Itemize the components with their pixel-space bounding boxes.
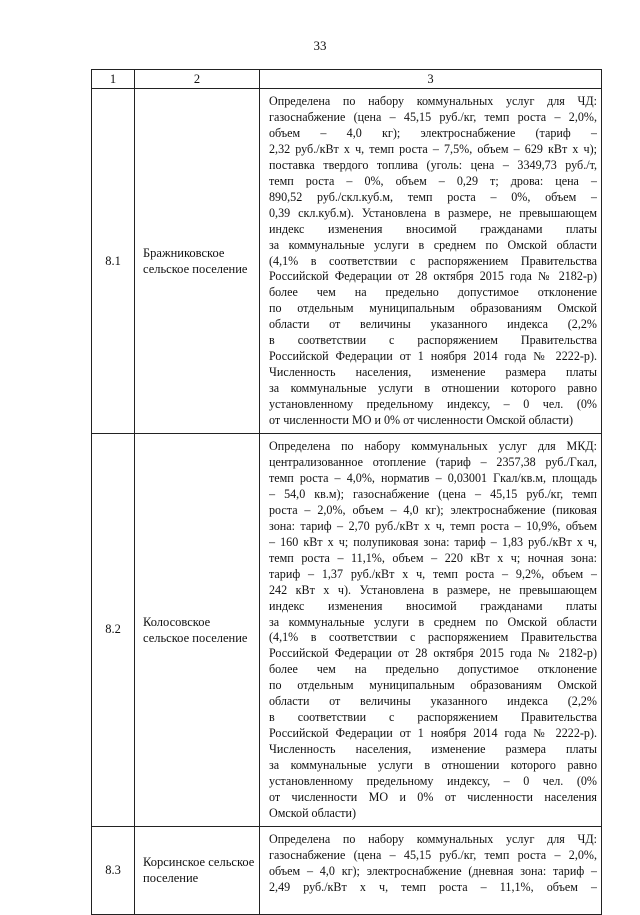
description-line: Определена по набору коммунальных услуг для ЧД:: [269, 831, 597, 846]
table-row: [92, 89, 602, 434]
table-row: [92, 434, 602, 827]
settlement-name: [135, 434, 260, 827]
settlement-name: [135, 89, 260, 434]
description-line: индекс изменения вносимой гражданами платы: [269, 598, 597, 613]
description-cell: [260, 434, 602, 827]
row-number: 8.1: [92, 89, 135, 434]
description-line: по отдельным муниципальным образованиям Омской: [269, 678, 597, 693]
description-line: 890,52 руб./скл.куб.м, темп роста – 0%, объем –: [269, 189, 597, 204]
settlement-name-line: Бражниковское: [143, 246, 225, 260]
description-line: от численности МО и 0% от численности населения: [269, 789, 597, 804]
description-continued: [269, 832, 597, 910]
description-line: области от величины указанного индекса (2,2%: [269, 317, 597, 332]
description-line: индекс изменения вносимой гражданами платы: [269, 221, 597, 236]
description-line: темп роста – 11,1%, объем – 220 кВт х ч; ночная зона:: [269, 550, 597, 565]
table-header-row: [92, 70, 602, 89]
description-line: газоснабжение (цена – 45,15 руб./кг, темп роста – 2,0%,: [269, 847, 597, 862]
description-line: газоснабжение (цена – 45,15 руб./кг, темп роста – 2,0%,: [269, 109, 597, 124]
description-line: Омской области): [269, 805, 357, 820]
tariff-table: [91, 69, 602, 915]
description-line: Определена по набору коммунальных услуг для ЧД:: [269, 94, 597, 108]
description-line: 0,39 скл.куб.м). Установлена в размере, не превышающем: [269, 205, 597, 220]
description-line: Численность населения, изменение размера платы: [269, 365, 597, 380]
description-line: от численности МО и 0% от численности Омской области): [269, 413, 574, 428]
description-line: централизованное отопление (тариф – 2357,38 руб./Гкал,: [269, 454, 597, 469]
description-line: 2,32 руб./кВт х ч, темп роста – 7,5%, объем – 629 кВт х ч);: [269, 141, 597, 156]
description-line: зона: тариф – 2,70 руб./кВт х ч, темп роста – 10,9%, объем: [269, 518, 597, 533]
description-line: по отдельным муниципальным образованиям Омской: [269, 301, 597, 316]
description-line: 2,49 руб./кВт х ч, темп роста – 11,1%, объем –: [269, 879, 597, 894]
description-line: (4,1% в соответствии с распоряжением Правительства: [269, 630, 597, 645]
row-number: 8.3: [92, 826, 135, 914]
settlement-name-line: Колосовское: [143, 614, 211, 629]
description-line: в соответствии с распоряжением Правительства: [269, 333, 597, 348]
description-line: за коммунальные услуги в среднем по Омской области: [269, 237, 597, 252]
description-line: темп роста – 4,0%, норматив – 0,03001 Гкал/кв.м, площадь: [269, 470, 597, 485]
settlement-name-line: Корсинское сельское: [143, 855, 255, 870]
description-line: Российской Федерации от 1 ноября 2014 года № 2222-р).: [269, 726, 597, 741]
description-line: (4,1% в соответствии с распоряжением Правительства: [269, 253, 597, 268]
settlement-name-line: сельское поселение: [143, 630, 248, 645]
header-col-1: 1: [92, 70, 135, 89]
header-col-3: 3: [260, 70, 602, 89]
description-line: объем – 4,0 кг); электроснабжение (дневная зона: тариф –: [269, 863, 597, 878]
description-line: установленному предельному индексу, – 0 чел. (0%: [269, 397, 597, 412]
description-line: тариф – 1,37 руб./кВт х ч, темп роста – 9,2%, объем –: [269, 566, 597, 581]
description-line: за коммунальные услуги в отношении которого равно: [269, 758, 597, 773]
description-line: за коммунальные услуги в отношении которого равно: [269, 381, 597, 396]
table-row: [92, 826, 602, 914]
description-line: установленному предельному индексу, – 0 чел. (0%: [269, 774, 597, 789]
settlement-name-line: поселение: [143, 871, 199, 886]
description-line: поставка твердого топлива (уголь: цена – 3349,73 руб./т,: [269, 157, 597, 172]
description-line: – 160 кВт х ч; полупиковая зона: тариф – 1,83 руб./кВт х ч,: [269, 534, 597, 549]
header-col-2: 2: [135, 70, 260, 89]
description-line: Российской Федерации от 28 октября 2015 года № 2182-р): [269, 646, 597, 661]
description-line: Российской Федерации от 28 октября 2015 года № 2182-р): [269, 269, 597, 284]
description-line: Российской Федерации от 1 ноября 2014 года № 2222-р).: [269, 349, 597, 364]
description-cell: [260, 826, 602, 914]
settlement-name: [135, 826, 260, 914]
description-line: более чем на предельно допустимое отклонение: [269, 662, 597, 677]
row-number: 8.2: [92, 434, 135, 827]
description-line: темп роста – 0%, объем – 0,29 т; дрова: цена –: [269, 173, 597, 188]
description-line: 242 кВт х ч). Установлена в размере, не превышающем: [269, 582, 597, 597]
description-line: роста – 2,0%, объем – 4,0 кг); электроснабжение (пиковая: [269, 502, 597, 517]
description-line: объем – 4,0 кг); электроснабжение (тариф –: [269, 125, 597, 140]
description-line: – 54,0 кв.м); газоснабжение (цена – 45,15 руб./кг, темп: [269, 486, 597, 501]
description-line: за коммунальные услуги в среднем по Омской области: [269, 614, 597, 629]
page-number: 33: [313, 38, 327, 53]
description-line: Определена по набору коммунальных услуг для МКД:: [269, 439, 597, 454]
description-line: в соответствии с распоряжением Правительства: [269, 710, 597, 725]
description-line: более чем на предельно допустимое отклонение: [269, 285, 597, 300]
description-cell: [260, 89, 602, 434]
settlement-name-line: сельское поселение: [143, 262, 248, 276]
description-line: области от величины указанного индекса (2,2%: [269, 694, 597, 709]
description-line: Численность населения, изменение размера платы: [269, 742, 597, 757]
